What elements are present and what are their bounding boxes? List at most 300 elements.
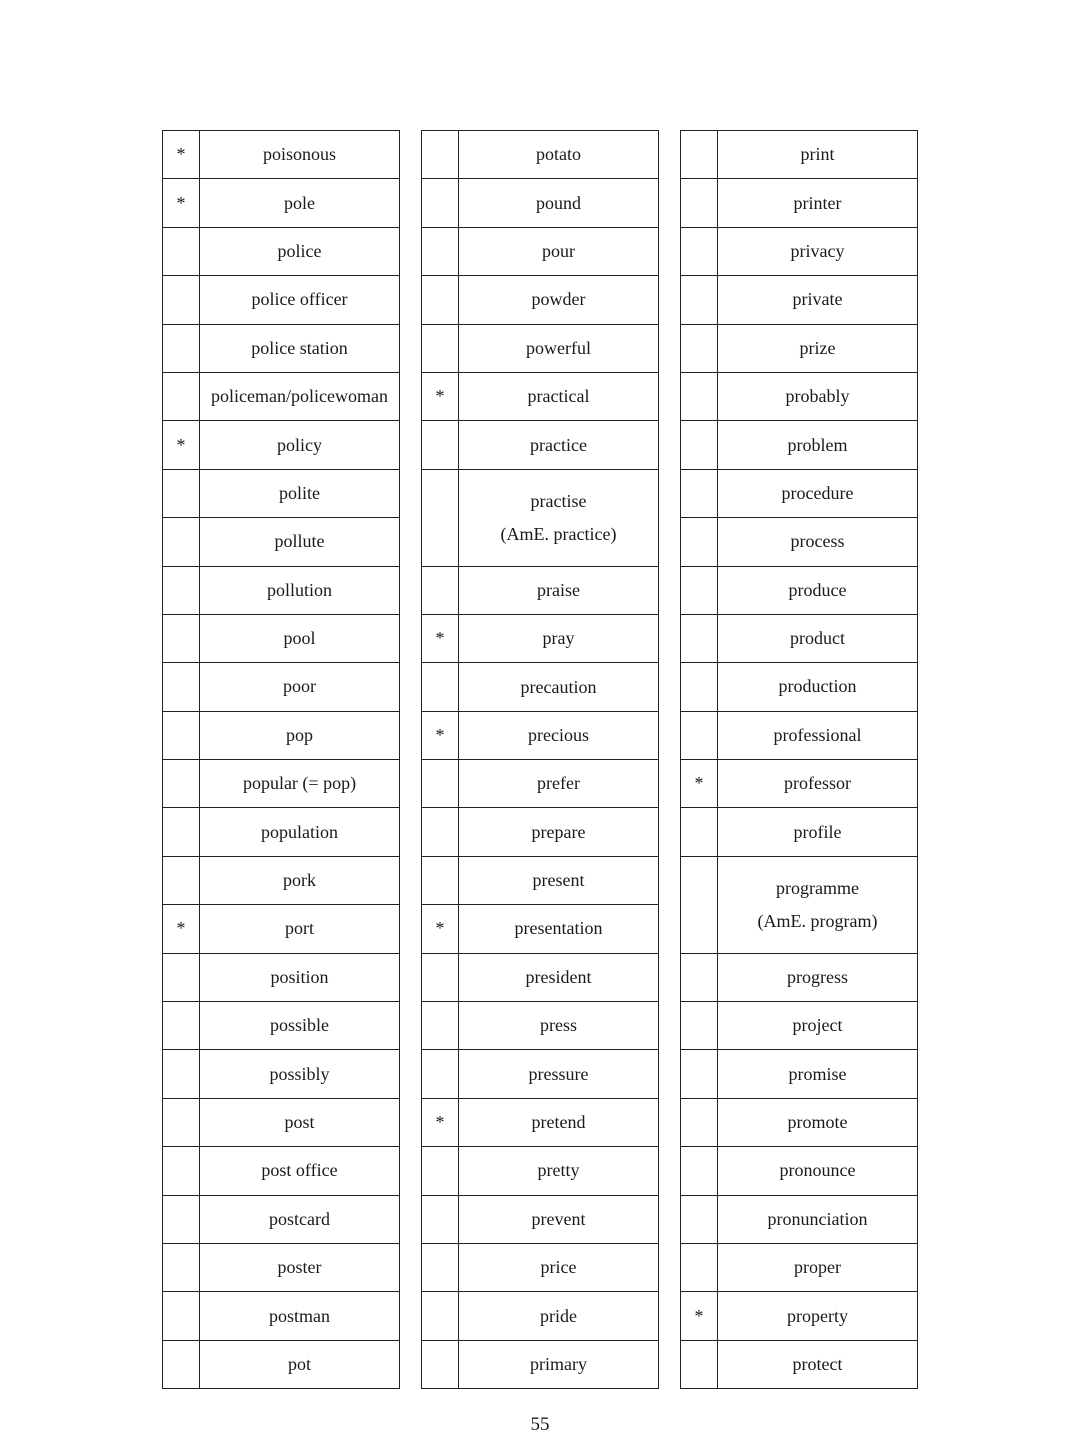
difficulty-mark: [681, 227, 718, 275]
difficulty-mark: *: [422, 905, 459, 953]
vocab-row: [422, 179, 659, 227]
vocab-word: post office: [261, 1160, 338, 1181]
vocab-word-cell: [459, 179, 659, 227]
difficulty-mark: [163, 469, 200, 517]
vocab-row: [163, 372, 400, 420]
vocab-word: presentation: [514, 918, 603, 939]
vocab-row: [163, 905, 400, 953]
vocab-row: [163, 1340, 400, 1388]
vocab-row: [681, 760, 918, 808]
vocab-word-cell: [718, 1340, 918, 1388]
difficulty-mark: [681, 1002, 718, 1050]
vocab-word: promote: [787, 1112, 848, 1133]
vocab-word: poisonous: [262, 144, 336, 165]
vocab-row: [163, 227, 400, 275]
vocab-word-cell: [459, 953, 659, 1001]
vocab-word-cell: [200, 1098, 400, 1146]
vocab-word: prefer: [537, 773, 580, 794]
difficulty-mark: [163, 566, 200, 614]
vocab-word: pronounce: [779, 1160, 856, 1181]
vocab-word: profile: [793, 821, 842, 842]
vocab-row: [422, 711, 659, 759]
vocab-word-cell: [718, 1050, 918, 1098]
vocab-word: possible: [269, 1015, 329, 1036]
vocab-row: [681, 372, 918, 420]
vocab-row: [681, 1098, 918, 1146]
vocab-word: polite: [279, 482, 320, 503]
vocab-word: programme: [776, 877, 859, 898]
vocab-word: policeman/policewoman: [211, 386, 388, 407]
difficulty-mark: [681, 372, 718, 420]
difficulty-mark: [422, 1050, 459, 1098]
vocab-word: policy: [277, 434, 322, 455]
vocab-word: printer: [793, 192, 842, 213]
difficulty-mark: [681, 953, 718, 1001]
vocab-word-cell: [200, 1195, 400, 1243]
vocab-word: port: [285, 918, 314, 939]
vocab-word-cell: [200, 856, 400, 904]
difficulty-mark: [163, 276, 200, 324]
vocab-row: [422, 808, 659, 856]
vocab-row: [681, 808, 918, 856]
vocab-word: practical: [527, 386, 590, 407]
vocab-word-cell: [459, 808, 659, 856]
vocab-row: [681, 711, 918, 759]
vocab-row: [163, 276, 400, 324]
vocab-word-cell: [718, 179, 918, 227]
difficulty-mark: [163, 1098, 200, 1146]
vocab-row: [163, 131, 400, 179]
vocab-row: [681, 1147, 918, 1195]
vocab-word-cell: [200, 614, 400, 662]
vocab-row: [163, 760, 400, 808]
vocab-word-cell: [718, 1195, 918, 1243]
difficulty-mark: *: [422, 372, 459, 420]
vocab-word: pollute: [274, 531, 325, 552]
vocab-word-cell: [459, 760, 659, 808]
difficulty-mark: *: [163, 131, 200, 179]
vocab-word-cell: [718, 421, 918, 469]
vocab-word-cell: [718, 614, 918, 662]
vocab-row: [681, 469, 918, 517]
difficulty-mark: [681, 1098, 718, 1146]
difficulty-mark: [681, 663, 718, 711]
vocab-word: problem: [787, 434, 848, 455]
vocab-row: [163, 421, 400, 469]
vocab-word: privacy: [790, 240, 845, 261]
vocab-row: [681, 1340, 918, 1388]
difficulty-mark: [681, 566, 718, 614]
vocab-row: [422, 1244, 659, 1292]
difficulty-mark: [422, 953, 459, 1001]
difficulty-mark: [681, 614, 718, 662]
vocab-word: price: [540, 1257, 577, 1278]
vocab-word-cell: [459, 131, 659, 179]
vocab-word: pressure: [528, 1063, 589, 1084]
difficulty-mark: [422, 663, 459, 711]
vocab-row: [422, 663, 659, 711]
vocab-word: progress: [787, 966, 848, 987]
vocab-row: [163, 614, 400, 662]
vocab-word: prepare: [531, 821, 586, 842]
vocab-word: professor: [784, 773, 851, 794]
vocab-row: [163, 953, 400, 1001]
difficulty-mark: [681, 179, 718, 227]
vocab-word: pound: [536, 192, 581, 213]
vocab-word-cell: [200, 1050, 400, 1098]
vocab-word-cell: [200, 1002, 400, 1050]
vocab-word-cell: [459, 1340, 659, 1388]
difficulty-mark: [163, 227, 200, 275]
vocab-word-cell: [200, 1147, 400, 1195]
vocab-word: production: [778, 676, 857, 697]
vocab-word-cell: [718, 131, 918, 179]
vocab-word-cell: [459, 566, 659, 614]
page-number: 55: [530, 1414, 550, 1435]
difficulty-mark: *: [422, 1098, 459, 1146]
vocab-word-cell: [459, 614, 659, 662]
vocab-word-cell: [718, 518, 918, 566]
vocab-row: [422, 614, 659, 662]
vocab-word: precious: [528, 724, 589, 745]
vocab-word-cell: [718, 711, 918, 759]
vocab-word: praise: [537, 579, 580, 600]
vocab-word: present: [532, 870, 585, 891]
vocab-word: professional: [773, 724, 862, 745]
vocab-word: property: [787, 1305, 848, 1326]
vocab-word-cell: [718, 1002, 918, 1050]
vocab-word-cell: [200, 131, 400, 179]
difficulty-mark: [163, 1243, 200, 1291]
vocab-column-3: [680, 130, 918, 1389]
vocab-row: [422, 1050, 659, 1098]
difficulty-mark: [422, 1292, 459, 1340]
vocab-word: pretty: [537, 1160, 580, 1181]
vocab-row: [681, 276, 918, 324]
vocab-row: [422, 953, 659, 1001]
vocab-word: pour: [542, 240, 575, 261]
vocab-row: [422, 1292, 659, 1340]
vocab-word-cell: [200, 276, 400, 324]
difficulty-mark: *: [422, 711, 459, 759]
vocab-word: project: [792, 1015, 843, 1036]
vocab-row: [163, 711, 400, 759]
vocab-word-cell: [459, 1002, 659, 1050]
vocab-word: population: [261, 821, 338, 842]
vocab-word-cell: [718, 808, 918, 856]
vocab-row: [422, 227, 659, 275]
vocab-word-cell: [718, 1244, 918, 1292]
vocab-row: [681, 227, 918, 275]
vocab-word: press: [540, 1015, 577, 1036]
vocab-row: [422, 131, 659, 179]
vocab-row: [163, 1195, 400, 1243]
difficulty-mark: [422, 1002, 459, 1050]
vocab-row: [681, 131, 918, 179]
vocab-word: police station: [251, 337, 348, 358]
vocab-row: [422, 1340, 659, 1388]
difficulty-mark: [681, 711, 718, 759]
vocab-word-note: (AmE. practice): [500, 523, 617, 544]
vocab-row: [422, 1147, 659, 1195]
vocab-row: [422, 856, 659, 904]
vocab-word: prevent: [531, 1208, 586, 1229]
vocab-word: pole: [284, 192, 315, 213]
difficulty-mark: [681, 518, 718, 566]
vocab-word: protect: [792, 1353, 843, 1374]
vocab-row: [163, 1098, 400, 1146]
vocab-row: [163, 663, 400, 711]
vocab-word-cell: [459, 711, 659, 759]
vocab-word: primary: [530, 1353, 587, 1374]
vocab-word: president: [525, 966, 592, 987]
vocab-word: position: [270, 966, 329, 987]
difficulty-mark: *: [163, 179, 200, 227]
vocab-word-cell: [200, 711, 400, 759]
vocab-word: practice: [530, 434, 587, 455]
difficulty-mark: [422, 760, 459, 808]
vocab-word-cell: [459, 372, 659, 420]
vocab-column-1: [162, 130, 400, 1389]
vocab-word: product: [790, 628, 845, 649]
difficulty-mark: [422, 131, 459, 179]
vocab-row: [163, 469, 400, 517]
difficulty-mark: [422, 566, 459, 614]
vocab-row: [163, 1243, 400, 1291]
vocab-word: proper: [794, 1257, 841, 1278]
vocab-row: [422, 324, 659, 372]
vocab-row: [163, 518, 400, 566]
vocab-word: private: [792, 289, 843, 310]
vocab-row: [422, 469, 659, 566]
vocab-word: post: [284, 1112, 315, 1132]
difficulty-mark: [163, 1340, 200, 1388]
vocab-word-cell: [459, 1147, 659, 1195]
vocab-word: poor: [283, 676, 316, 697]
difficulty-mark: [681, 131, 718, 179]
vocab-word: popular (= pop): [242, 773, 357, 794]
vocab-row: [163, 1050, 400, 1098]
vocab-word-cell: [200, 469, 400, 517]
vocab-row: [681, 1002, 918, 1050]
difficulty-mark: [163, 1195, 200, 1243]
vocab-word-cell: [200, 179, 400, 227]
difficulty-mark: [422, 276, 459, 324]
vocab-word-cell: [200, 1243, 400, 1291]
vocab-word-cell: [459, 276, 659, 324]
difficulty-mark: [163, 663, 200, 711]
difficulty-mark: [163, 1050, 200, 1098]
difficulty-mark: [163, 1002, 200, 1050]
difficulty-mark: [681, 1195, 718, 1243]
vocab-word-cell: [459, 856, 659, 904]
difficulty-mark: [163, 760, 200, 808]
vocab-word-cell: [718, 276, 918, 324]
vocab-word: pollution: [266, 579, 332, 600]
vocab-row: [422, 566, 659, 614]
vocab-row: [681, 324, 918, 372]
vocab-row: [163, 1002, 400, 1050]
difficulty-mark: [163, 324, 200, 372]
vocab-word: promise: [788, 1063, 847, 1084]
vocab-word-cell: [459, 1195, 659, 1243]
vocab-row: [422, 276, 659, 324]
difficulty-mark: [681, 421, 718, 469]
vocab-row: [163, 856, 400, 904]
vocab-word-cell: [200, 518, 400, 566]
vocab-word: pot: [287, 1353, 311, 1374]
difficulty-mark: [163, 953, 200, 1001]
vocab-word: pronunciation: [767, 1208, 868, 1229]
vocab-word-cell: [200, 905, 400, 953]
vocab-word: potato: [536, 144, 581, 165]
vocab-row: [422, 421, 659, 469]
vocab-word-cell: [200, 760, 400, 808]
vocab-row: [163, 808, 400, 856]
difficulty-mark: [422, 808, 459, 856]
difficulty-mark: [163, 1292, 200, 1340]
vocab-row: [422, 1098, 659, 1146]
difficulty-mark: [681, 1340, 718, 1388]
vocab-word: postman: [269, 1305, 330, 1326]
vocab-word: police officer: [251, 289, 348, 310]
vocab-word-cell: [200, 808, 400, 856]
vocab-word: prize: [799, 337, 836, 358]
vocab-row: [163, 566, 400, 614]
vocab-word-cell: [718, 1147, 918, 1195]
vocab-word: precaution: [520, 676, 597, 697]
difficulty-mark: [163, 372, 200, 420]
vocab-word: procedure: [781, 482, 854, 503]
vocab-row: [163, 324, 400, 372]
difficulty-mark: [422, 421, 459, 469]
vocab-word-cell: [459, 663, 659, 711]
vocab-row: [681, 1292, 918, 1340]
vocab-word-cell: [200, 421, 400, 469]
vocab-word-cell: [200, 953, 400, 1001]
vocab-word-cell: [718, 856, 918, 953]
vocab-row: [681, 1244, 918, 1292]
difficulty-mark: *: [422, 614, 459, 662]
vocab-word: process: [790, 531, 845, 552]
vocab-word: pork: [283, 870, 316, 891]
difficulty-mark: [681, 324, 718, 372]
vocab-row: [681, 518, 918, 566]
vocab-word-cell: [718, 760, 918, 808]
vocab-word: possibly: [269, 1063, 330, 1084]
vocab-word: pop: [286, 724, 313, 745]
vocab-word-cell: [200, 372, 400, 420]
vocab-word-cell: [718, 469, 918, 517]
difficulty-mark: [422, 856, 459, 904]
difficulty-mark: [163, 614, 200, 662]
vocab-word: pray: [542, 628, 575, 649]
vocab-row: [681, 856, 918, 953]
difficulty-mark: [681, 808, 718, 856]
vocab-word-cell: [718, 227, 918, 275]
vocab-word-cell: [718, 372, 918, 420]
difficulty-mark: [422, 469, 459, 566]
difficulty-mark: [163, 711, 200, 759]
vocab-word: pretend: [531, 1112, 586, 1133]
vocab-word-cell: [200, 1340, 400, 1388]
vocab-word: produce: [788, 579, 847, 600]
vocab-word-cell: [718, 566, 918, 614]
vocab-row: [422, 1002, 659, 1050]
vocab-row: [681, 1195, 918, 1243]
vocab-row: [163, 1292, 400, 1340]
difficulty-mark: [681, 1244, 718, 1292]
vocab-row: [681, 566, 918, 614]
vocab-word-cell: [459, 905, 659, 953]
difficulty-mark: [422, 227, 459, 275]
vocab-row: [681, 953, 918, 1001]
vocab-word: probably: [785, 386, 850, 407]
vocab-row: [163, 179, 400, 227]
vocab-word-cell: [459, 1244, 659, 1292]
difficulty-mark: [681, 1050, 718, 1098]
vocab-row: [681, 663, 918, 711]
vocab-word-cell: [459, 421, 659, 469]
difficulty-mark: [163, 808, 200, 856]
vocab-word: poster: [277, 1257, 322, 1278]
vocab-word: powder: [531, 289, 586, 310]
difficulty-mark: *: [163, 421, 200, 469]
vocab-word-cell: [200, 1292, 400, 1340]
vocab-word-cell: [459, 1050, 659, 1098]
vocab-word-cell: [459, 469, 659, 566]
vocab-row: [422, 905, 659, 953]
difficulty-mark: *: [681, 1292, 718, 1340]
vocab-word-cell: [459, 324, 659, 372]
difficulty-mark: [681, 856, 718, 953]
difficulty-mark: [422, 1340, 459, 1388]
difficulty-mark: [163, 518, 200, 566]
vocab-word-cell: [718, 953, 918, 1001]
difficulty-mark: [422, 179, 459, 227]
vocab-word: practise: [530, 490, 587, 511]
vocab-word-cell: [718, 324, 918, 372]
vocab-word: postcard: [269, 1208, 330, 1229]
vocab-word: print: [800, 144, 835, 165]
difficulty-mark: [422, 1195, 459, 1243]
vocab-word-cell: [200, 227, 400, 275]
difficulty-mark: [681, 1147, 718, 1195]
vocab-row: [681, 614, 918, 662]
vocab-row: [163, 1147, 400, 1195]
vocab-word-cell: [459, 1292, 659, 1340]
difficulty-mark: [422, 1147, 459, 1195]
difficulty-mark: [163, 1147, 200, 1195]
vocab-word: police: [277, 240, 322, 261]
vocab-word: pride: [540, 1305, 577, 1326]
difficulty-mark: [681, 276, 718, 324]
difficulty-mark: *: [163, 905, 200, 953]
vocab-row: [422, 372, 659, 420]
difficulty-mark: [422, 324, 459, 372]
vocab-row: [422, 760, 659, 808]
vocab-word-cell: [200, 324, 400, 372]
difficulty-mark: *: [681, 760, 718, 808]
vocab-row: [681, 1050, 918, 1098]
vocab-word: powerful: [526, 337, 591, 358]
vocab-word-note: (AmE. program): [757, 910, 878, 931]
vocab-word-cell: [200, 566, 400, 614]
difficulty-mark: [681, 469, 718, 517]
vocab-word-cell: [459, 1098, 659, 1146]
difficulty-mark: [163, 856, 200, 904]
vocab-word-cell: [200, 663, 400, 711]
